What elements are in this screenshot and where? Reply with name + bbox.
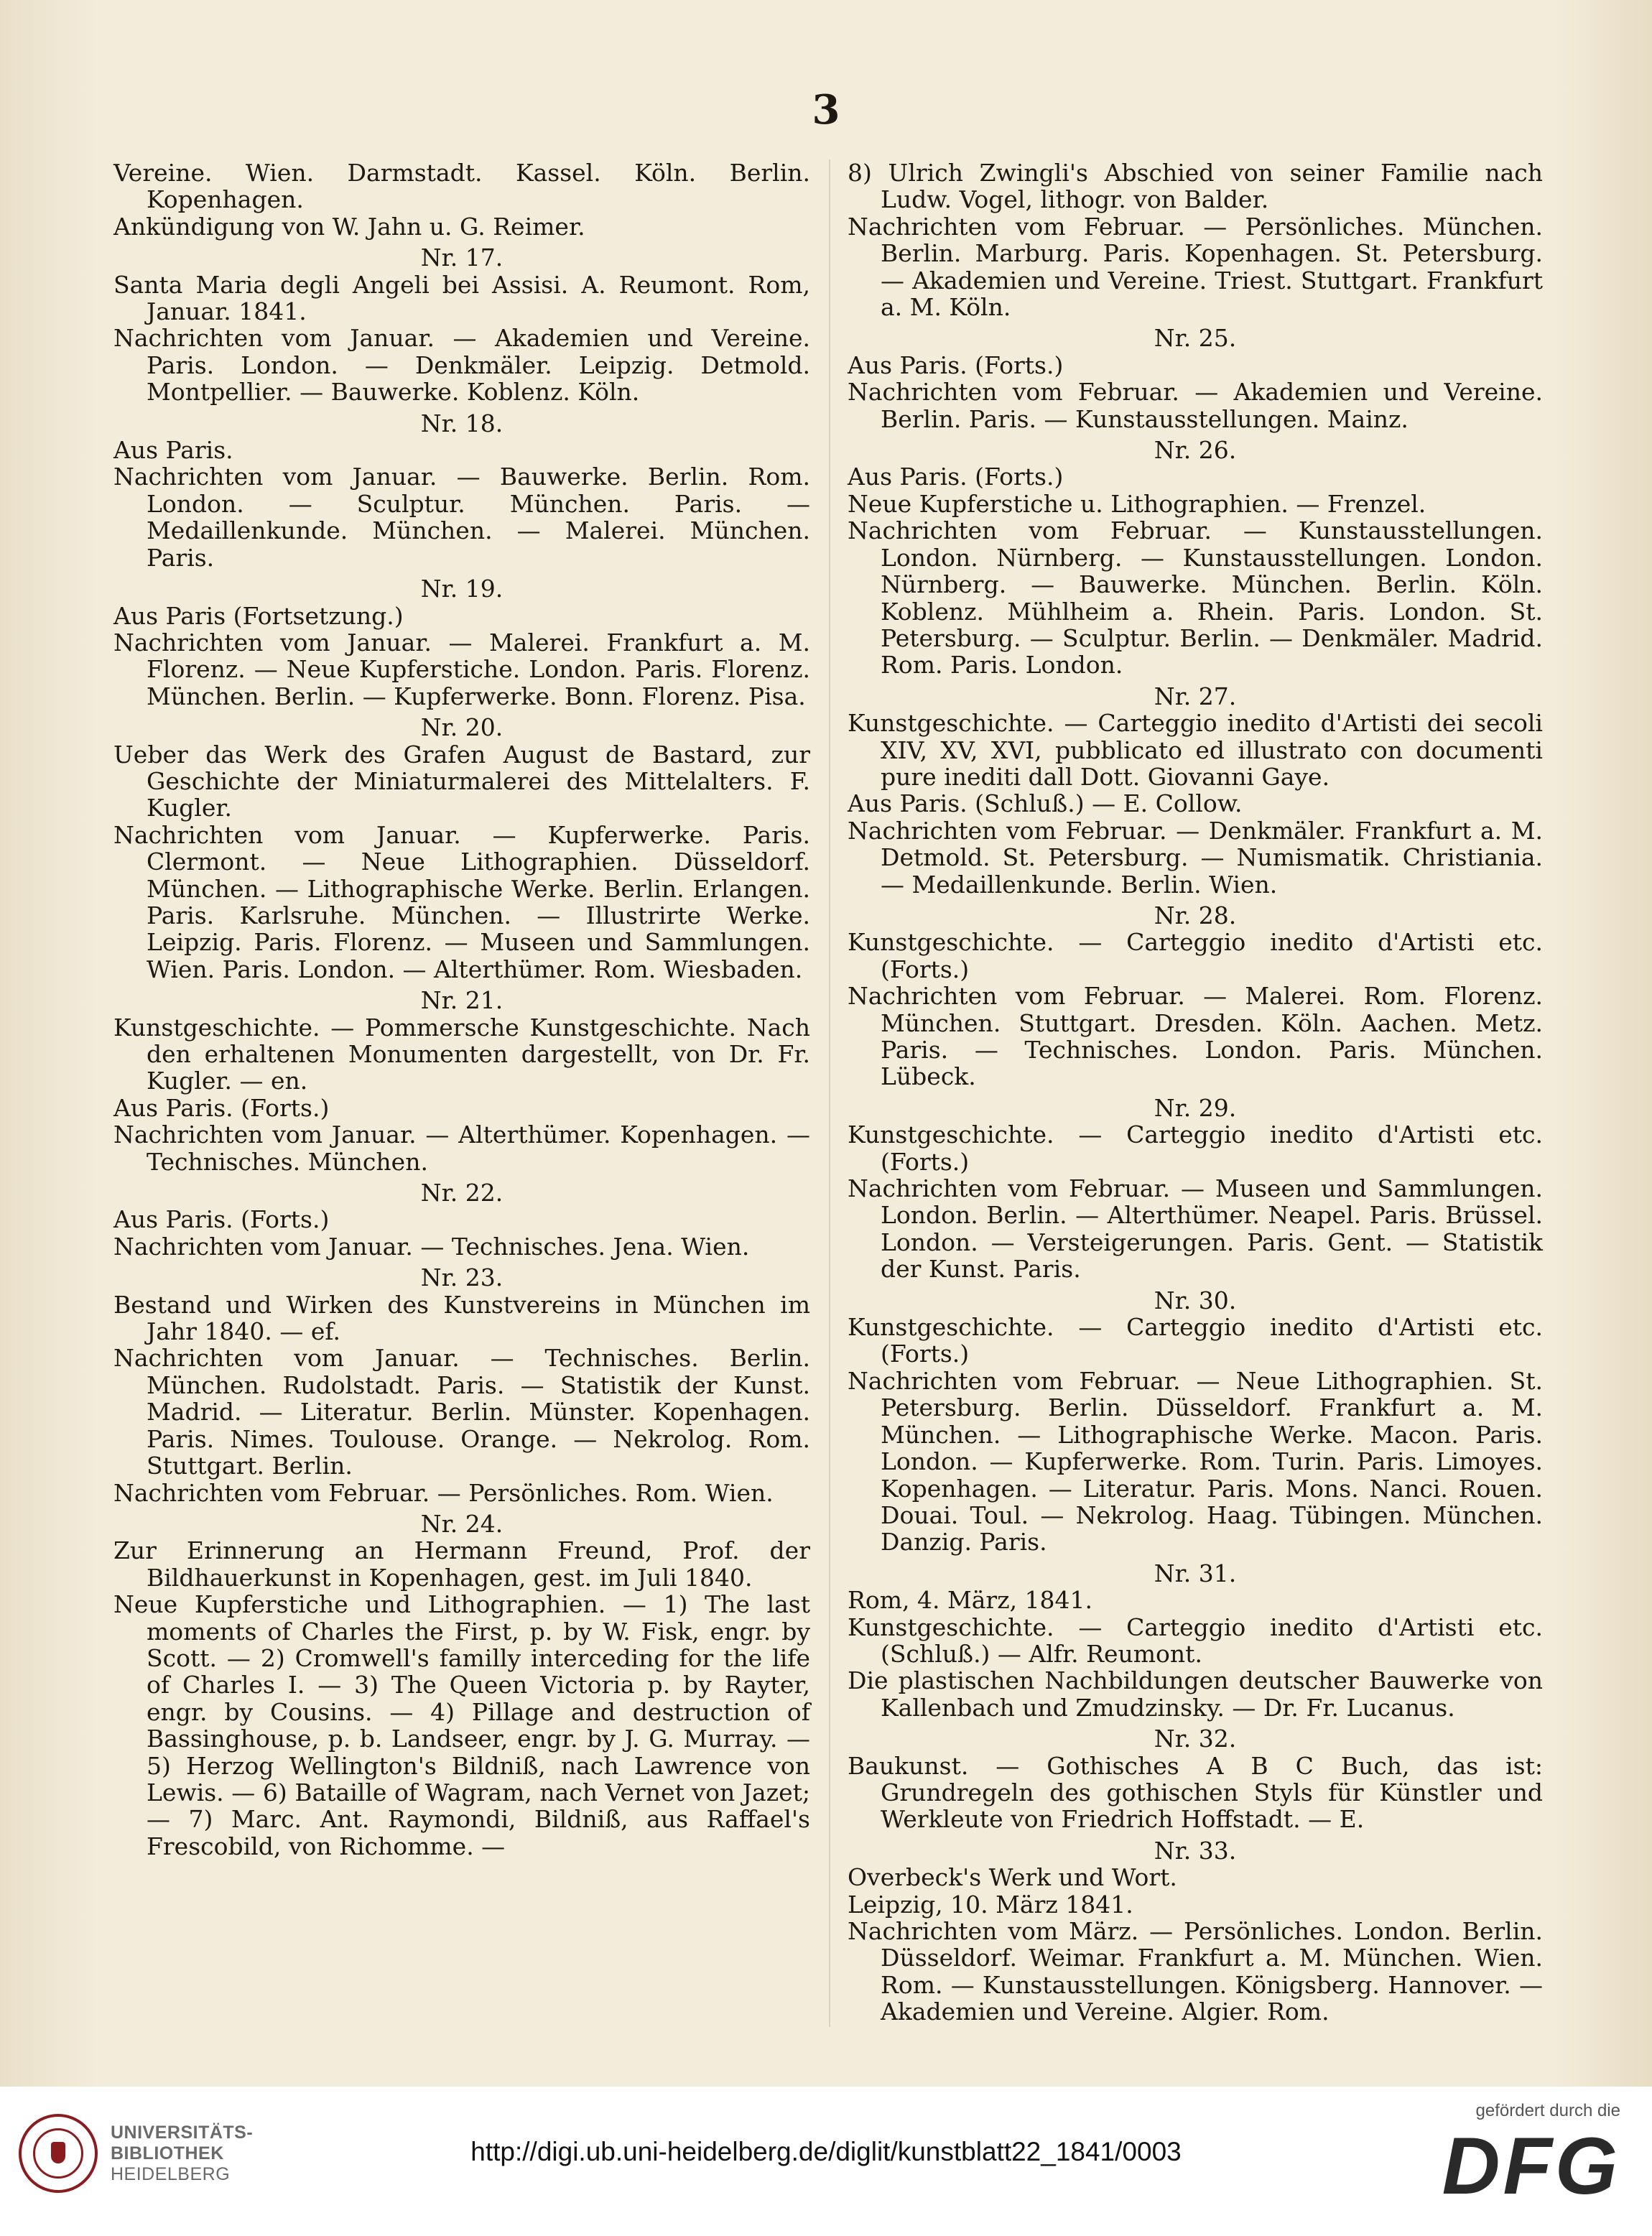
toc-entry: Neue Kupferstiche u. Lithographien. — Frenzel.	[848, 489, 1426, 518]
issue-number-heading: Nr. 21.	[420, 986, 504, 1015]
toc-entry: Kunstgeschichte. — Carteggio inedito d'Artisti dei secoli XIV, XV, XVI, pubblicato ed illustrato con documenti pure inediti dall Dott. Giovanni Gaye.	[848, 709, 1543, 791]
toc-entry: Kunstgeschichte. — Carteggio inedito d'Artisti etc. (Forts.)	[848, 1121, 1543, 1176]
toc-entry: Kunstgeschichte. — Pommersche Kunstgeschichte. Nach den erhaltenen Monumenten dargestellt, von Dr. Fr. Kugler. — en.	[113, 1013, 810, 1095]
toc-entry: Ankündigung von W. Jahn u. G. Reimer.	[113, 212, 585, 241]
toc-entry: Leipzig, 10. März 1841.	[848, 1890, 1133, 1919]
issue-number-heading: Nr. 25.	[1154, 324, 1237, 353]
permalink-url[interactable]: http://digi.ub.uni-heidelberg.de/diglit/kunstblatt22_1841/0003	[470, 2137, 1182, 2166]
toc-entry: Aus Paris.	[113, 436, 233, 465]
toc-entry: Nachrichten vom Februar. — Akademien und Vereine. Berlin. Paris. — Kunstausstellungen. Mainz.	[848, 378, 1543, 433]
toc-entry: Kunstgeschichte. — Carteggio inedito d'Artisti etc. (Schluß.) — Alfr. Reumont.	[848, 1613, 1543, 1668]
toc-entry: Ueber das Werk des Grafen August de Bastard, zur Geschichte der Miniaturmalerei des Mittelalters. F. Kugler.	[113, 740, 810, 822]
library-name-line: UNIVERSITÄTS-	[111, 2122, 254, 2143]
toc-entry: Nachrichten vom Januar. — Kupferwerke. Paris. Clermont. — Neue Lithographien. Düsseldorf. München. — Lithographische Werke. Berlin. Erlangen. Paris. Karlsruhe. München. — Illustrirte Werke. Leipzig. Paris. Florenz. — Museen und Sammlungen. Wien. Paris. London. — Alterthümer. Rom. Wiesbaden.	[113, 820, 810, 983]
issue-number-heading: Nr. 32.	[1154, 1725, 1237, 1753]
toc-entry: Bestand und Wirken des Kunstvereins in München im Jahr 1840. — ef.	[113, 1290, 810, 1346]
toc-entry: Nachrichten vom Januar. — Bauwerke. Berlin. Rom. London. — Sculptur. München. Paris. — Medaillenkunde. München. — Malerei. München. Paris.	[113, 463, 810, 572]
toc-entry: Kunstgeschichte. — Carteggio inedito d'Artisti etc. (Forts.)	[848, 928, 1543, 983]
dfg-logo[interactable]	[1434, 2101, 1620, 2211]
issue-number-heading: Nr. 31.	[1154, 1559, 1237, 1587]
toc-entry: Overbeck's Werk und Wort.	[848, 1863, 1177, 1892]
toc-entry: Nachrichten vom Februar. — Museen und Sammlungen. London. Berlin. — Alterthümer. Neapel. Paris. Brüssel. London. — Versteigerungen. Paris. Gent. — Statistik der Kunst. Paris.	[848, 1174, 1543, 1284]
toc-entry: Nachrichten vom Januar. — Alterthümer. Kopenhagen. — Technisches. München.	[113, 1121, 810, 1176]
toc-entry: Rom, 4. März, 1841.	[848, 1586, 1093, 1615]
toc-entry: Nachrichten vom März. — Persönliches. London. Berlin. Düsseldorf. Weimar. Frankfurt a. M. München. Wien. Rom. — Kunstausstellungen. Königsberg. Hannover. — Akademien und Vereine. Algier. Rom.	[848, 1917, 1543, 2026]
toc-entry: Vereine. Wien. Darmstadt. Kassel. Köln. Berlin. Kopenhagen.	[113, 159, 810, 214]
toc-entry: Nachrichten vom Februar. — Kunstausstellungen. London. Nürnberg. — Kunstausstellungen. London. Nürnberg. — Bauwerke. München. Berlin. Köln. Koblenz. Mühlheim a. Rhein. Paris. London. St. Petersburg. — Sculptur. Berlin. — Denkmäler. Madrid. Rom. Paris. London.	[848, 516, 1543, 679]
toc-entry: Nachrichten vom Januar. — Malerei. Frankfurt a. M. Florenz. — Neue Kupferstiche. London. Paris. Florenz. München. Berlin. — Kupferwerke. Bonn. Florenz. Pisa.	[113, 628, 810, 710]
issue-number-heading: Nr. 24.	[420, 1509, 504, 1538]
toc-entry: Nachrichten vom Januar. — Technisches. Berlin. München. Rudolstadt. Paris. — Statistik der Kunst. Madrid. — Literatur. Berlin. Münster. Kopenhagen. Paris. Nimes. Toulouse. Orange. — Nekrolog. Rom. Stuttgart. Berlin.	[113, 1344, 810, 1480]
issue-number-heading: Nr. 33.	[1154, 1836, 1237, 1865]
footer-bar	[0, 2087, 1652, 2236]
toc-entry: Aus Paris. (Forts.)	[113, 1093, 330, 1122]
library-name-line: HEIDELBERG	[111, 2163, 231, 2184]
toc-entry: Nachrichten vom Februar. — Persönliches. München. Berlin. Marburg. Paris. Kopenhagen. St. Petersburg. — Akademien und Vereine. Triest. Stuttgart. Frankfurt a. M. Köln.	[848, 212, 1543, 322]
sponsor-caption: gefördert durch die	[1475, 2101, 1620, 2120]
issue-number-heading: Nr. 22.	[420, 1179, 504, 1207]
toc-entry: Aus Paris (Fortsetzung.)	[113, 601, 404, 630]
issue-number-heading: Nr. 19.	[420, 575, 504, 603]
toc-entry: Aus Paris. (Forts.)	[848, 463, 1064, 491]
issue-number-heading: Nr. 30.	[1154, 1286, 1237, 1314]
left-column	[113, 159, 810, 1860]
toc-entry: Zur Erinnerung an Hermann Freund, Prof. der Bildhauerkunst in Kopenhagen, gest. im Juli 1840.	[113, 1536, 810, 1592]
toc-entry: Nachrichten vom Februar. — Persönliches. Rom. Wien.	[113, 1478, 774, 1507]
issue-number-heading: Nr. 23.	[420, 1263, 504, 1292]
issue-number-heading: Nr. 27.	[1154, 682, 1237, 710]
issue-number-heading: Nr. 28.	[1154, 901, 1237, 929]
issue-number-heading: Nr. 26.	[1154, 436, 1237, 465]
page-number: 3	[812, 86, 840, 134]
toc-entry: Aus Paris. (Forts.)	[848, 351, 1064, 379]
column-divider	[829, 159, 830, 2027]
issue-number-heading: Nr. 18.	[420, 409, 504, 437]
toc-entry: Neue Kupferstiche und Lithographien. — 1) The last moments of Charles the First, p. by W. Fisk, engr. by Scott. — 2) Cromwell's familly interceding for the life of Charles I. — 3) The Queen Victoria p. by Rayter, engr. by Cousins. — 4) Pillage and destruction of Bassinghouse, p. b. Landseer, engr. by J. G. Murray. — 5) Herzog Wellington's Bildniß, nach Lawrence von Lewis. — 6) Bataille of Wagram, nach Vernet von Jazet; — 7) Marc. Ant. Raymondi, Bildniß, aus Raffael's Frescobild, von Richomme. —	[113, 1590, 810, 1860]
toc-entry: Baukunst. — Gothisches A B C Buch, das ist: Grundregeln des gothischen Styls für Künstler und Werkleute von Friedrich Hoffstadt. — E.	[848, 1751, 1543, 1834]
toc-entry: Nachrichten vom Februar. — Neue Lithographien. St. Petersburg. Berlin. Düsseldorf. Frankfurt a. M. München. — Lithographische Werke. Macon. Paris. London. — Kupferwerke. Rom. Turin. Paris. Limoyes. Kopenhagen. — Literatur. Paris. Mons. Nanci. Rouen. Douai. Toul. — Nekrolog. Haag. Tübingen. München. Danzig. Paris.	[848, 1366, 1543, 1557]
library-name-line: BIBLIOTHEK	[111, 2143, 224, 2163]
toc-entry: Kunstgeschichte. — Carteggio inedito d'Artisti etc. (Forts.)	[848, 1313, 1543, 1368]
issue-number-heading: Nr. 17.	[420, 243, 504, 272]
right-column	[848, 159, 1543, 2026]
issue-number-heading: Nr. 20.	[420, 713, 504, 742]
toc-entry: Aus Paris. (Schluß.) — E. Collow.	[848, 789, 1243, 818]
dfg-logo-letters: DFG	[1442, 2121, 1620, 2211]
toc-entry: Nachrichten vom Januar. — Akademien und Vereine. Paris. London. — Denkmäler. Leipzig. Detmold. Montpellier. — Bauwerke. Koblenz. Köln.	[113, 324, 810, 407]
toc-entry: Nachrichten vom Februar. — Malerei. Rom. Florenz. München. Stuttgart. Dresden. Köln. Aachen. Metz. Paris. — Technisches. London. Paris. München. Lübeck.	[848, 982, 1543, 1091]
toc-entry: Nachrichten vom Januar. — Technisches. Jena. Wien.	[113, 1232, 750, 1261]
toc-entry: Aus Paris. (Forts.)	[113, 1205, 330, 1234]
toc-entry: Santa Maria degli Angeli bei Assisi. A. Reumont. Rom, Januar. 1841.	[113, 270, 810, 326]
toc-entry: Die plastischen Nachbildungen deutscher Bauwerke von Kallenbach und Zmudzinsky. — Dr. Fr. Lucanus.	[848, 1666, 1543, 1722]
issue-number-heading: Nr. 29.	[1154, 1093, 1237, 1122]
toc-entry: Nachrichten vom Februar. — Denkmäler. Frankfurt a. M. Detmold. St. Petersburg. — Numismatik. Christiania. — Medaillenkunde. Berlin. Wien.	[848, 816, 1543, 899]
toc-entry: 8) Ulrich Zwingli's Abschied von seiner Familie nach Ludw. Vogel, lithogr. von Balder.	[848, 159, 1543, 214]
